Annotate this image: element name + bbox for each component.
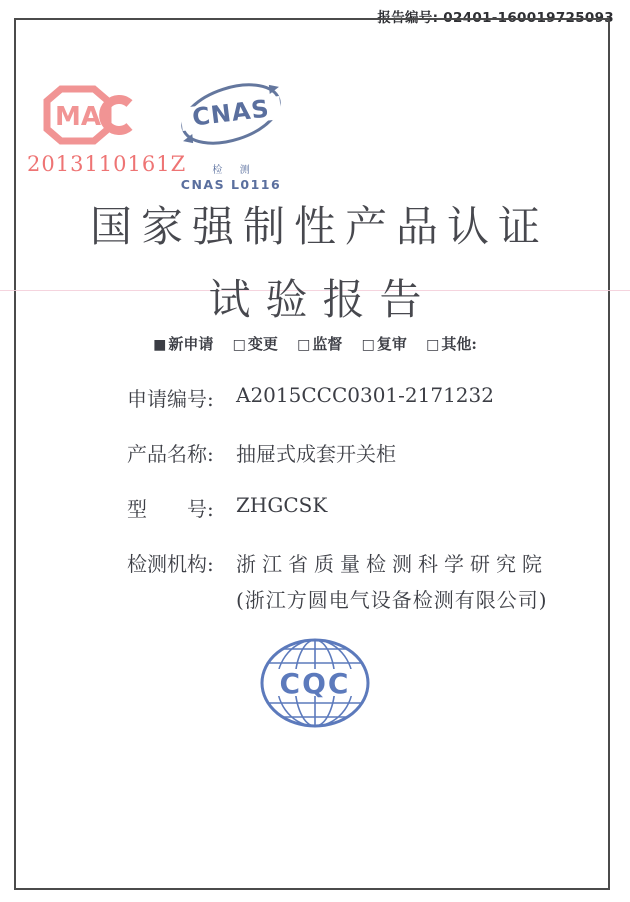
checkbox-review: [362, 335, 407, 353]
checkbox-change: [233, 335, 278, 353]
field-label: 检测机构:: [127, 552, 214, 576]
report-number-value: 02401-160019725093: [443, 10, 614, 26]
field-testing-organization: [127, 548, 600, 613]
cma-cert-number: 2013110161Z: [27, 152, 187, 176]
unchecked-box-icon: □: [361, 337, 375, 353]
checkbox-label: 其他:: [441, 335, 477, 353]
field-label: 型 号:: [127, 497, 214, 521]
checkbox-other: [426, 335, 477, 353]
cnas-logo: [172, 74, 290, 192]
cma-logo: [27, 84, 187, 176]
cma-letters: MA: [55, 102, 101, 132]
checked-box-icon: ■: [153, 337, 167, 353]
title-line1: 国家强制性产品认证: [89, 202, 549, 251]
checkbox-new-application: [153, 335, 213, 353]
checkbox-label: 复审: [376, 335, 407, 353]
checkbox-supervision: [297, 335, 342, 353]
testing-org-subname: (浙江方圆电气设备检测有限公司): [236, 588, 548, 612]
cnas-accreditation-number: CNAS L0116: [180, 177, 282, 192]
cnas-mark-icon: [175, 74, 287, 154]
report-number-label: 报告编号:: [377, 10, 439, 26]
cnas-letters: CNAS: [190, 94, 272, 132]
report-fields: [127, 383, 600, 639]
field-label: 申请编号:: [127, 387, 214, 411]
unchecked-box-icon: □: [426, 337, 440, 353]
field-product-name: [127, 438, 600, 467]
cnas-caption: 检 测: [212, 165, 257, 176]
unchecked-box-icon: □: [297, 337, 311, 353]
field-value: [236, 548, 548, 613]
field-value: 抽屉式成套开关柜: [236, 442, 396, 466]
cqc-letters: CQC: [279, 667, 351, 700]
testing-org-name: 浙江省质量检测科学研究院: [236, 552, 548, 576]
document-title: [0, 194, 630, 327]
cqc-logo: [0, 637, 630, 733]
checkbox-label: 新申请: [168, 335, 214, 353]
field-application-number: [127, 383, 600, 412]
checkbox-label: 变更: [247, 335, 278, 353]
unchecked-box-icon: □: [232, 337, 246, 353]
field-label: 产品名称:: [127, 442, 214, 466]
title-line2: 试验报告: [208, 275, 437, 324]
checkbox-label: 监督: [312, 335, 343, 353]
cqc-globe-icon: [259, 637, 371, 729]
field-model: [127, 493, 600, 522]
field-value: ZHGCSK: [236, 493, 328, 517]
field-value: A2015CCC0301-2171232: [236, 383, 494, 407]
cma-mark-icon: [41, 84, 141, 146]
application-type-row: [0, 333, 630, 354]
